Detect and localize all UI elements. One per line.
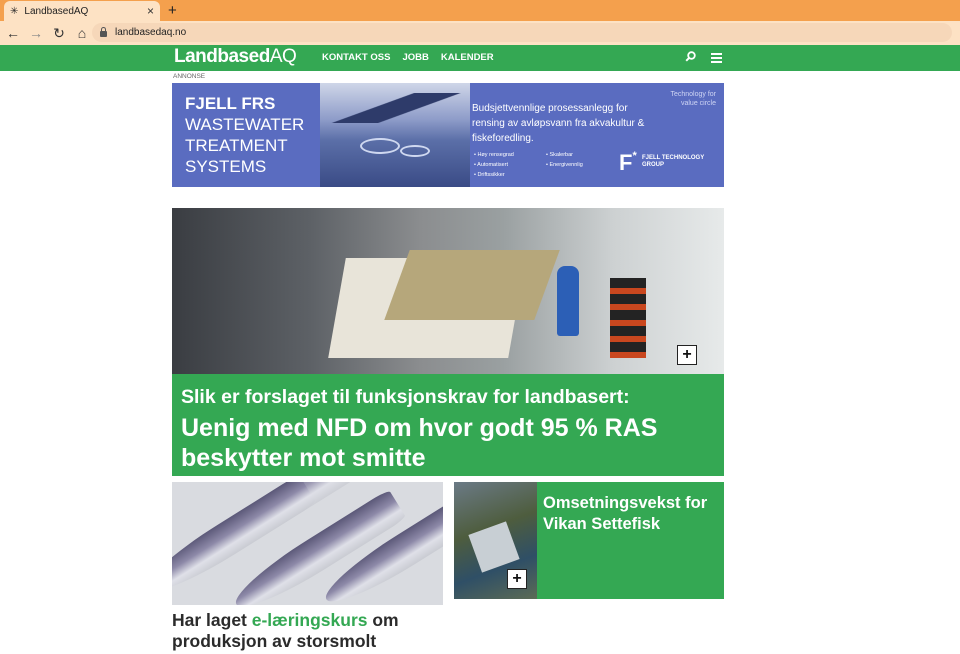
ad-bullet: • Høy rensegrad: [474, 152, 514, 158]
ad-headline: [185, 93, 304, 177]
article-title-part: Har laget: [172, 610, 252, 630]
ad-bullet: • Skalerbar: [546, 152, 573, 158]
lock-icon: [100, 31, 107, 37]
ad-label: ANNONSE: [173, 73, 206, 80]
ad-logo-mark: [619, 150, 637, 176]
article-image-aerial: [454, 482, 537, 599]
nav-kontakt-oss[interactable]: KONTAKT OSS: [322, 52, 391, 63]
article-title-part: om produksjon av storsmolt: [172, 610, 399, 651]
article-title-highlight: e-læringskurs: [251, 610, 368, 630]
ad-bullet: • Automatisert: [474, 162, 509, 168]
browser-toolbar: [0, 21, 960, 45]
tab-title: LandbasedAQ: [24, 5, 89, 17]
article-title[interactable]: [172, 610, 443, 652]
nav-kalender[interactable]: KALENDER: [440, 52, 494, 63]
hero-title: Uenig med NFD om hvor godt 95 % RAS beskytter mot smitte: [181, 414, 658, 472]
nav-jobb[interactable]: JOBB: [402, 52, 429, 63]
ad-brand: FJELL FRS: [185, 94, 276, 113]
menu-icon[interactable]: [711, 52, 722, 66]
article-title: Omsetningsvekst for Vikan Settefisk: [543, 494, 708, 533]
article-card[interactable]: [454, 482, 724, 599]
address-bar[interactable]: [92, 23, 952, 42]
search-icon[interactable]: [685, 50, 696, 65]
hero-image[interactable]: [172, 208, 724, 374]
hero-kicker: Slik er forslaget til funksjonskrav for landbasert:: [181, 386, 630, 408]
ad-logo-line: FJELL TECHNOLOGY: [642, 155, 705, 161]
ad-bullets: [474, 150, 618, 180]
home-icon[interactable]: ⌂: [77, 25, 87, 41]
ad-body: Budsjettvennlige prosessanlegg for rensing av avløpsvann fra akvakultur & fiskeforedling.: [472, 103, 645, 144]
ad-tagline: [670, 90, 716, 108]
logo-aq: AQ: [269, 46, 297, 67]
ad-logo-letter: F: [619, 150, 633, 175]
article-image-fish[interactable]: [172, 482, 443, 605]
expand-plus-icon[interactable]: +: [507, 569, 527, 589]
ad-logo-line: GROUP: [642, 162, 665, 168]
site-logo[interactable]: [174, 46, 296, 68]
ad-logo-text: [642, 155, 704, 169]
back-icon[interactable]: ←: [6, 25, 20, 41]
hero-headline-block[interactable]: [172, 374, 724, 476]
ad-bullet: • Energivennlig: [546, 162, 583, 168]
favicon-icon: ✳: [10, 5, 19, 17]
browser-tab[interactable]: [4, 1, 160, 21]
reload-icon[interactable]: ↻: [53, 24, 65, 41]
logo-main: Landbased: [174, 46, 270, 67]
site-header: [0, 45, 960, 71]
ad-title-line: WASTEWATER: [185, 115, 305, 134]
expand-plus-icon[interactable]: +: [677, 345, 697, 365]
ad-tagline-line: Technology for: [670, 91, 716, 98]
ad-title-line: TREATMENT: [185, 136, 288, 155]
browser-tab-strip: [0, 0, 960, 21]
ad-banner[interactable]: [172, 83, 724, 187]
ad-photo-fjord: [320, 83, 470, 187]
forward-icon[interactable]: →: [29, 25, 43, 41]
ad-bullet: • Driftssikker: [474, 172, 505, 178]
ad-tagline-line: value circle: [680, 100, 716, 107]
close-tab-icon[interactable]: ×: [146, 4, 154, 18]
main-nav: [322, 52, 494, 63]
new-tab-button[interactable]: +: [168, 2, 177, 19]
url-text: landbasedaq.no: [115, 27, 187, 38]
ad-logo-star: *: [632, 150, 637, 162]
ad-title-line: SYSTEMS: [185, 157, 267, 176]
